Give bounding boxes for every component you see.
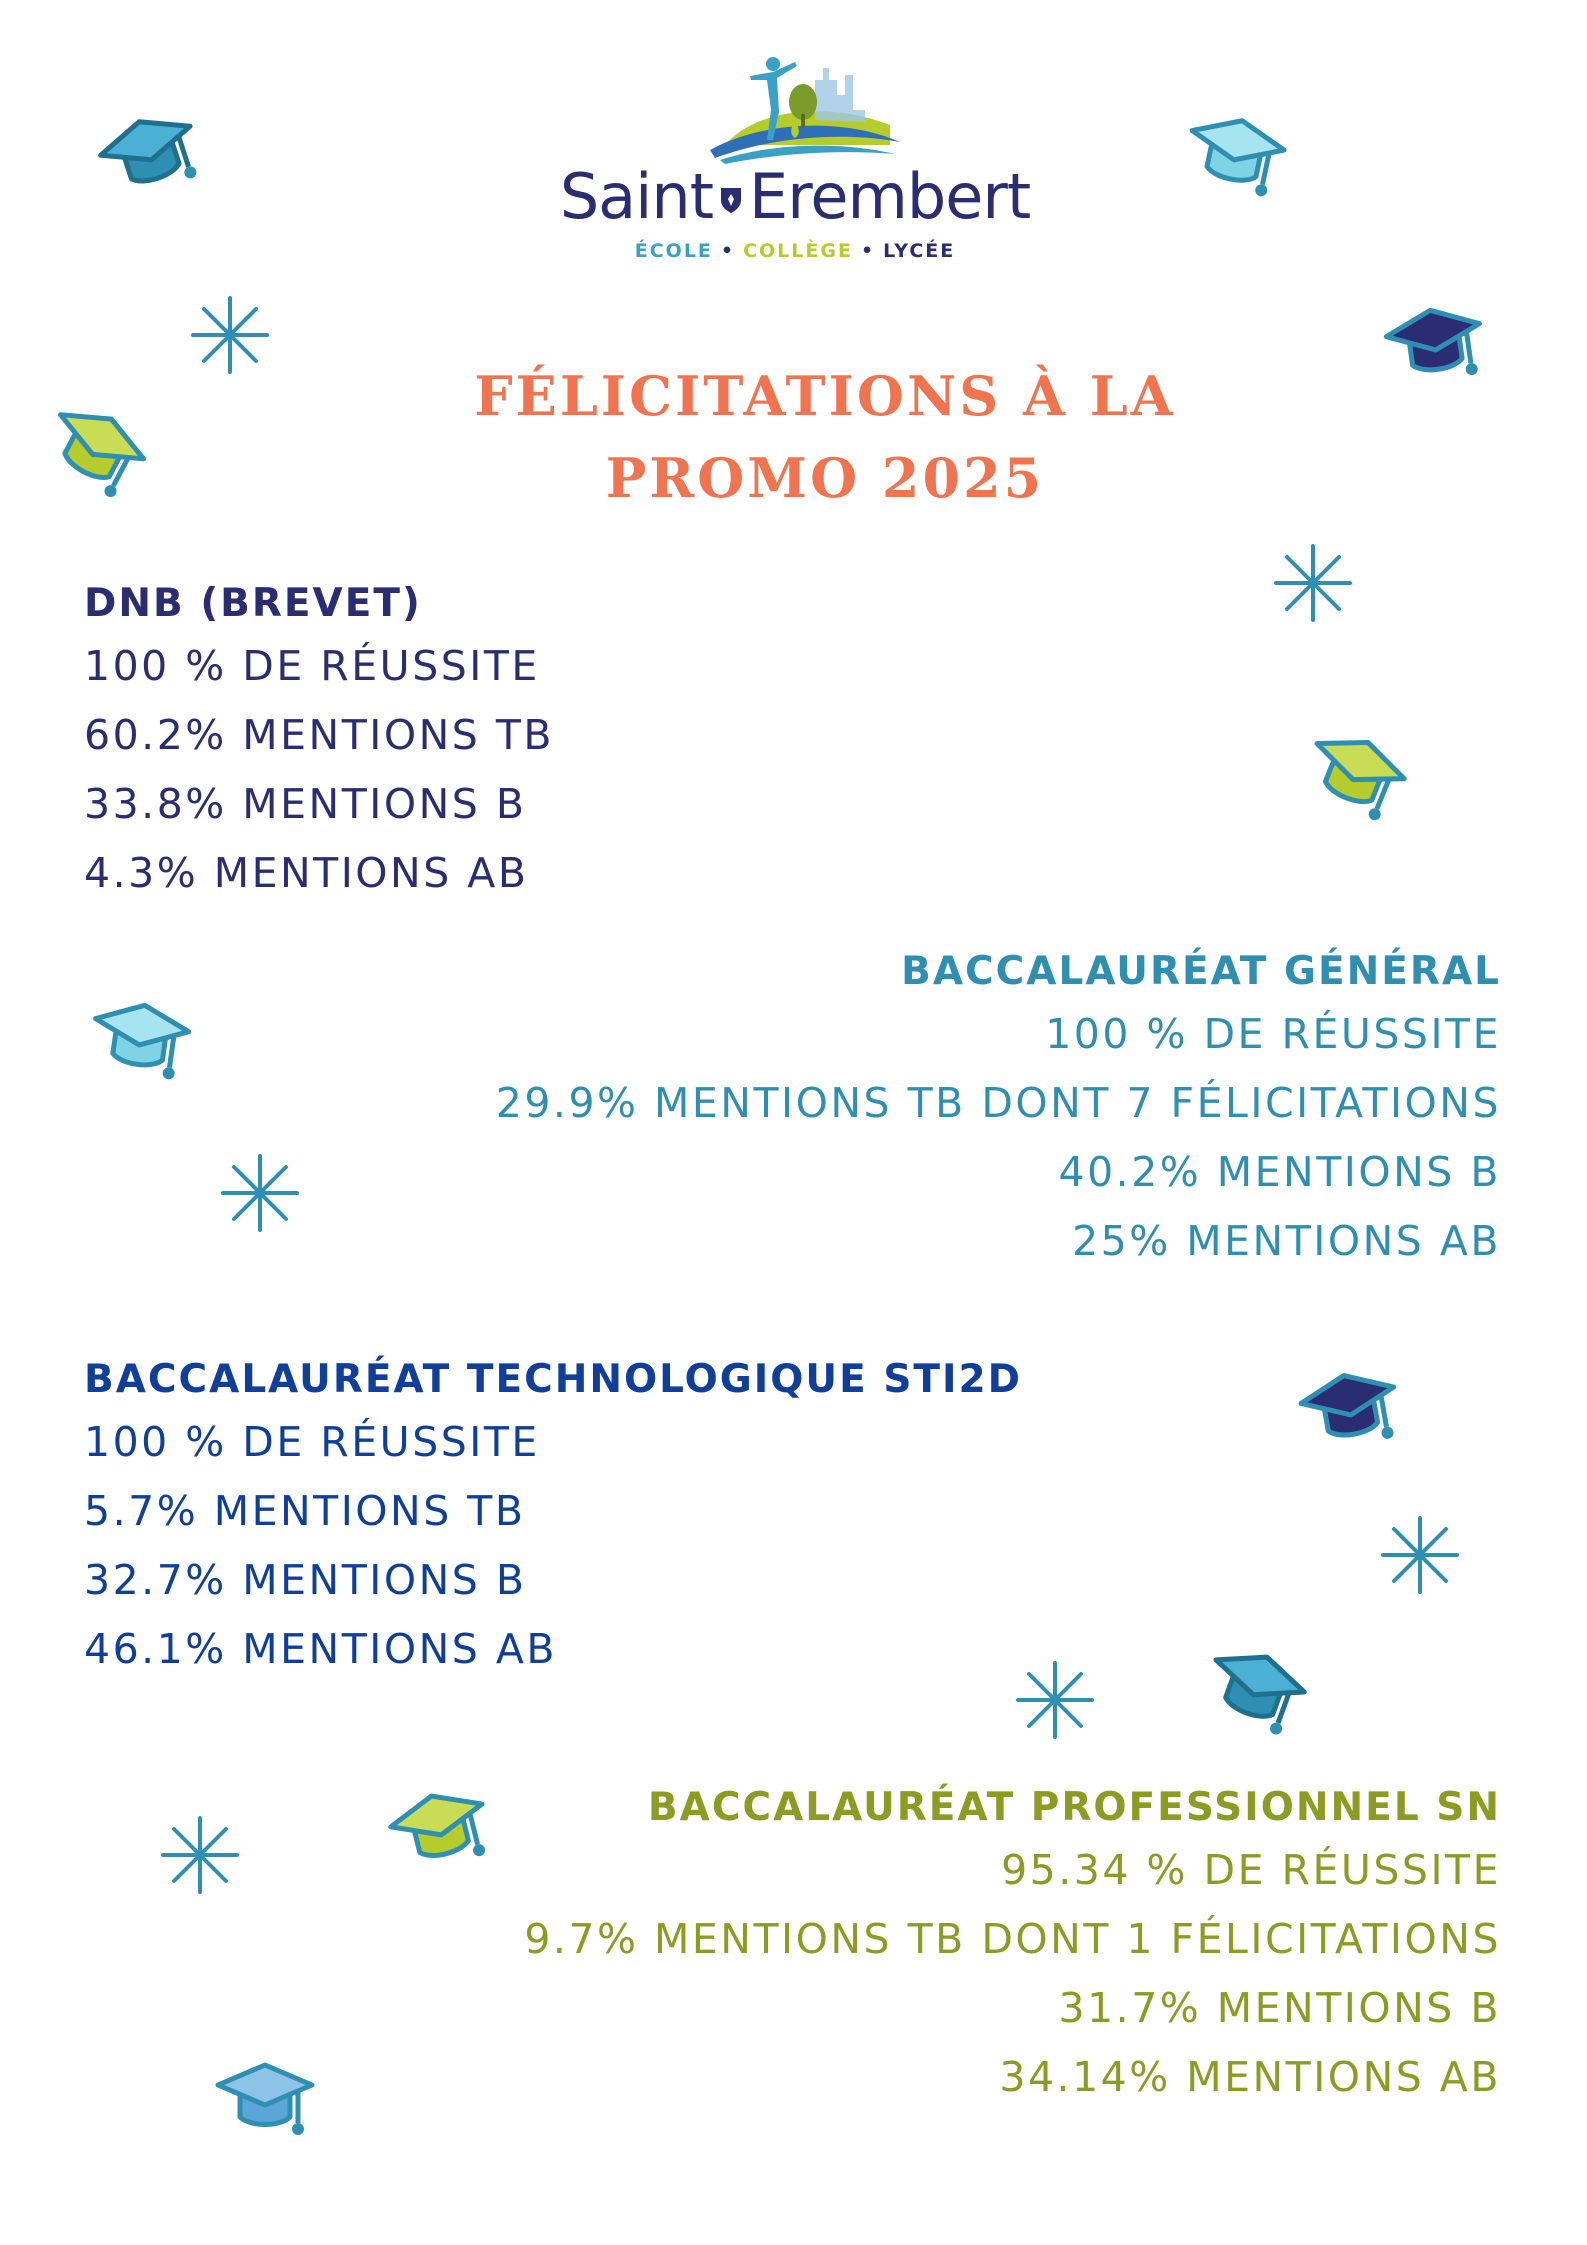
logo-tagline xyxy=(540,240,1050,262)
graduation-cap-icon xyxy=(1373,283,1497,407)
result-line: 9.7% MENTIONS TB DONT 1 FÉLICITATIONS xyxy=(524,1915,1501,1963)
tagline-college: COLLÈGE xyxy=(743,240,853,262)
result-line: 32.7% MENTIONS B xyxy=(84,1556,527,1604)
result-line: 100 % DE RÉUSSITE xyxy=(84,642,540,690)
graduation-cap-icon xyxy=(1170,90,1300,220)
result-line: 46.1% MENTIONS AB xyxy=(84,1625,558,1673)
result-line: 31.7% MENTIONS B xyxy=(1058,1984,1501,2032)
tagline-lycee: LYCÉE xyxy=(883,240,956,262)
result-line: 95.34 % DE RÉUSSITE xyxy=(1001,1846,1501,1894)
logo-emblem-icon xyxy=(695,50,905,165)
section-heading: BACCALAURÉAT TECHNOLOGIQUE STI2D xyxy=(84,1357,1023,1402)
sparkle-star-icon xyxy=(1375,1510,1465,1600)
school-logo xyxy=(540,50,1050,280)
logo-name-right: Erembert xyxy=(749,160,1031,233)
title-line-2: PROMO 2025 xyxy=(605,446,1045,510)
section-heading: BACCALAURÉAT GÉNÉRAL xyxy=(901,949,1501,994)
result-line: 4.3% MENTIONS AB xyxy=(84,849,529,897)
tagline-separator: • xyxy=(720,240,736,262)
sparkle-star-icon xyxy=(185,290,275,380)
graduation-cap-icon xyxy=(1286,1346,1413,1473)
result-line: 40.2% MENTIONS B xyxy=(1058,1148,1501,1196)
result-line: 29.9% MENTIONS TB DONT 7 FÉLICITATIONS xyxy=(495,1079,1501,1127)
logo-wordmark xyxy=(540,160,1050,233)
section-heading: BACCALAURÉAT PROFESSIONNEL SN xyxy=(647,1785,1501,1830)
result-line: 34.14% MENTIONS AB xyxy=(999,2053,1501,2101)
result-line: 100 % DE RÉUSSITE xyxy=(84,1418,540,1466)
graduation-cap-icon xyxy=(81,86,220,225)
result-line: 60.2% MENTIONS TB xyxy=(84,711,555,759)
section-heading: DNB (BREVET) xyxy=(84,581,422,626)
tagline-separator: • xyxy=(860,240,876,262)
logo-name-left: Saint xyxy=(559,160,714,233)
result-line: 25% MENTIONS AB xyxy=(1072,1217,1501,1265)
crest-icon xyxy=(719,186,743,214)
sparkle-star-icon xyxy=(1268,538,1358,628)
section-bac-sti2d xyxy=(84,1352,1504,1684)
result-line: 33.8% MENTIONS B xyxy=(84,780,527,828)
result-line: 5.7% MENTIONS TB xyxy=(84,1487,526,1535)
sparkle-star-icon xyxy=(215,1148,305,1238)
page-title xyxy=(300,355,1350,519)
graduation-cap-icon xyxy=(78,978,202,1102)
sparkle-star-icon xyxy=(155,1810,245,1900)
result-line: 100 % DE RÉUSSITE xyxy=(1045,1010,1501,1058)
title-line-1: FÉLICITATIONS À LA xyxy=(474,364,1176,428)
graduation-cap-icon xyxy=(21,376,170,525)
sparkle-star-icon xyxy=(1010,1655,1100,1745)
graduation-cap-icon xyxy=(210,2045,320,2155)
tagline-ecole: ÉCOLE xyxy=(634,240,713,262)
